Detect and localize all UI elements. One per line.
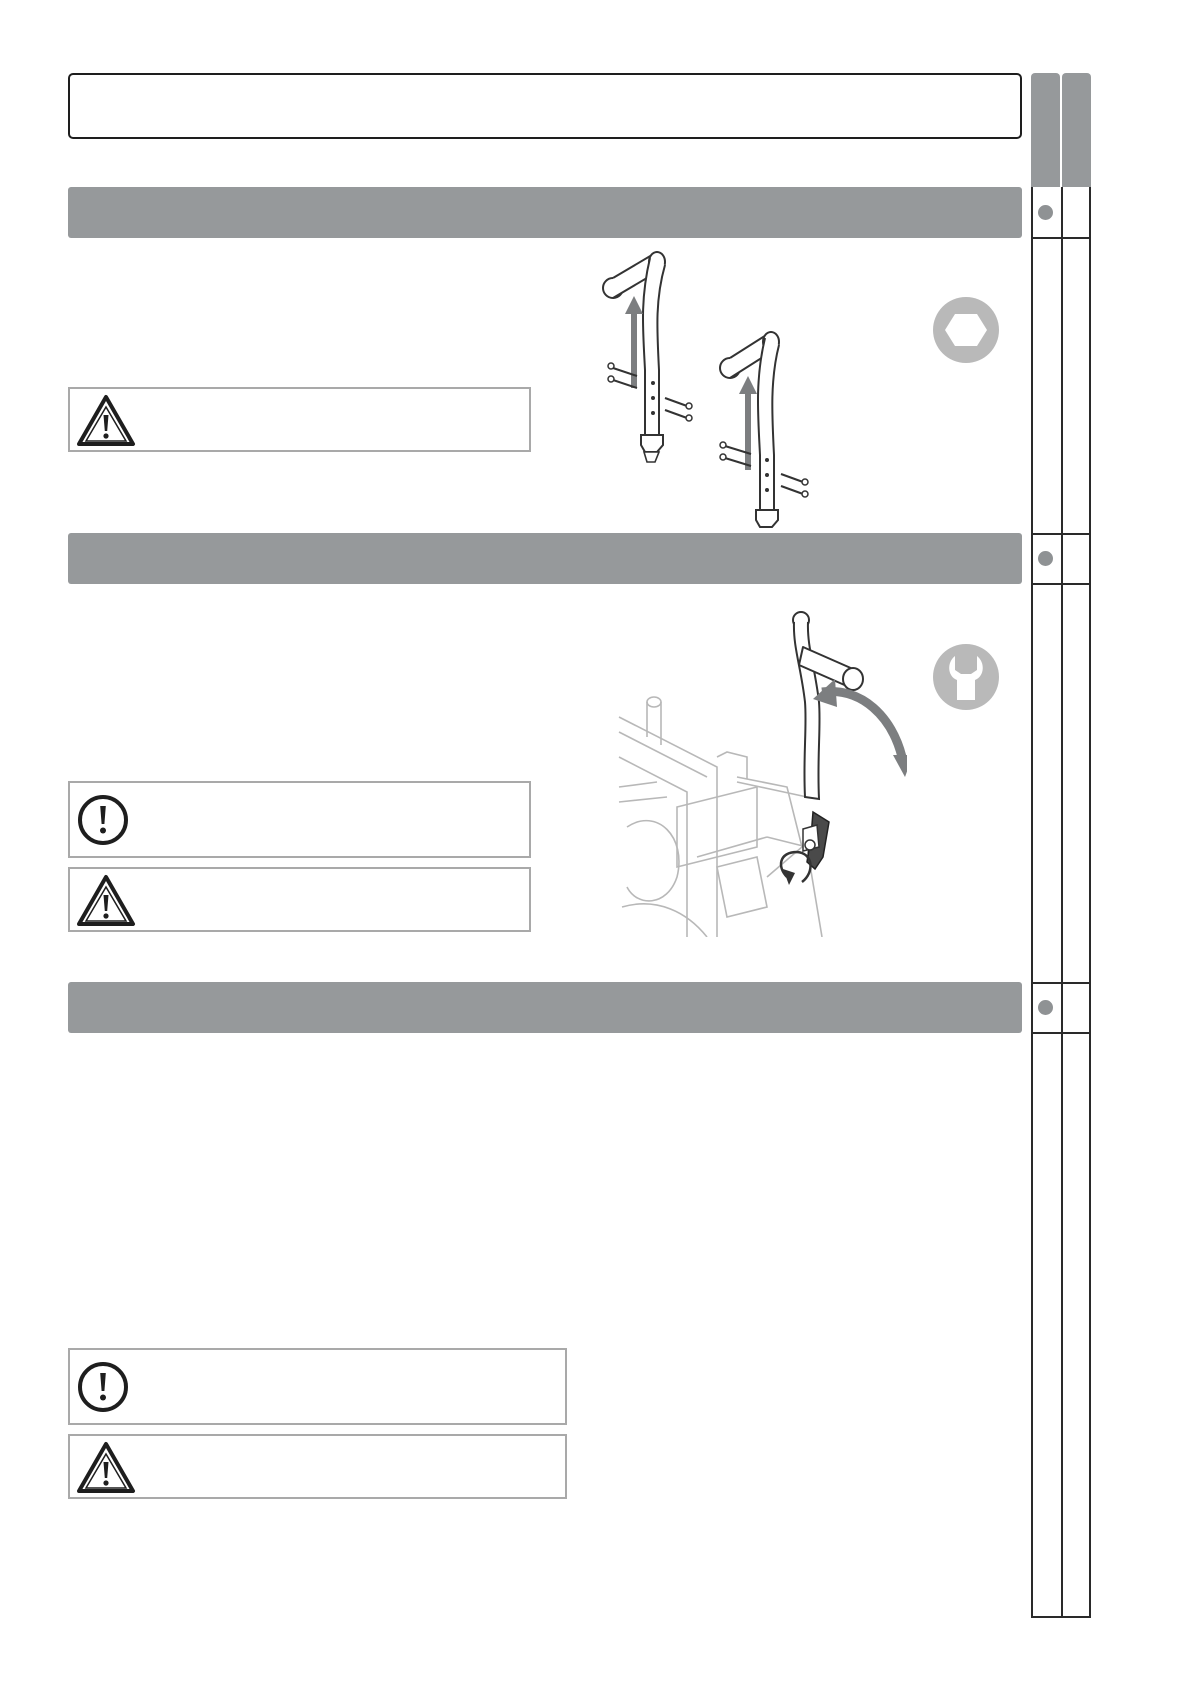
section-2-important-notice: [68, 781, 531, 858]
wrench-icon: [933, 644, 999, 710]
section-2-warning-notice: [68, 867, 531, 932]
section-1-warning-notice: [68, 387, 531, 452]
sidebar-header-right: [1062, 73, 1091, 187]
sidebar-header-left: [1031, 73, 1060, 187]
sidebar-row-line: [1031, 1032, 1091, 1034]
section-3-important-notice: [68, 1348, 567, 1425]
push-handle-fold-down-figure: [617, 607, 907, 937]
sidebar-tabs: [1031, 73, 1091, 1618]
circle-dot-icon: [1038, 1000, 1053, 1015]
sidebar-row-line: [1031, 982, 1091, 984]
circle-dot-icon: [1038, 205, 1053, 220]
sidebar-divider-vertical: [1061, 187, 1063, 1618]
circle-dot-icon: [1038, 551, 1053, 566]
hex-nut-icon: [933, 297, 999, 363]
warning-icon: [76, 1440, 136, 1494]
section-3-warning-notice: [68, 1434, 567, 1499]
section-1-header: [68, 187, 1022, 238]
sidebar-row-line: [1031, 533, 1091, 535]
section-3-header: [68, 982, 1022, 1033]
important-icon: [76, 1360, 130, 1414]
push-handle-height-adjustment-figure: [595, 240, 835, 530]
warning-icon: [76, 873, 136, 927]
warning-icon: [76, 393, 136, 447]
section-2-header: [68, 533, 1022, 584]
important-icon: [76, 793, 130, 847]
page-title-box: [68, 73, 1022, 139]
sidebar-row-line: [1031, 237, 1091, 239]
sidebar-row-line: [1031, 583, 1091, 585]
